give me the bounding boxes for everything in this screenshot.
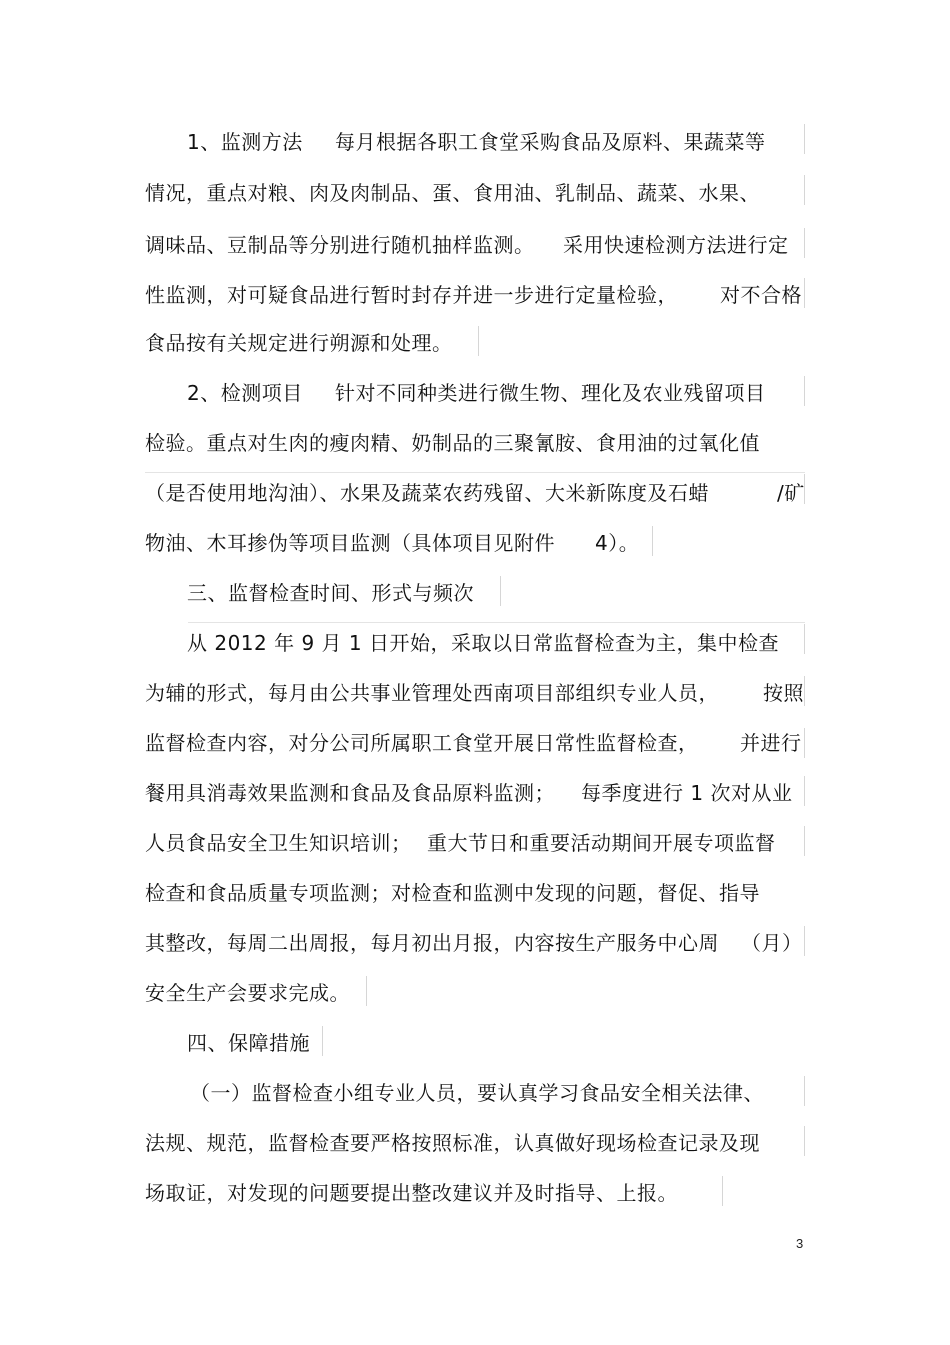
text-segment: 4）。 [595,531,640,555]
cell-divider [478,326,479,356]
text-segment: 每季度进行 1 次对从业 [581,781,793,805]
page-number: 3 [796,1236,804,1251]
text-segment: 采用快速检测方法进行定 [563,233,789,257]
section-heading: 1、监测方法 [187,130,303,154]
text-segment: 场取证，对发现的问题要提出整改建议并及时指导、上报。 [145,1181,678,1205]
text-segment: 情况，重点对粮、肉及肉制品、蛋、食用油、乳制品、蔬菜、水果、 [145,181,760,205]
cell-divider [804,826,805,856]
text-segment: 调味品、豆制品等分别进行随机抽样监测。 [145,233,535,257]
cell-divider [804,1076,805,1106]
text-segment: 性监测，对可疑食品进行暂时封存并进一步进行定量检验， [145,283,678,307]
cell-divider [804,376,805,406]
cell-divider [322,1026,323,1056]
text-segment: 法规、规范，监督检查要严格按照标准，认真做好现场检查记录及现 [145,1131,760,1155]
cell-divider [804,728,805,758]
text-segment: 重大节日和重要活动期间开展专项监督 [427,831,776,855]
text-segment: 每月根据各职工食堂采购食品及原料、果蔬菜等 [335,130,766,154]
cell-divider [804,926,805,956]
text-segment: 其整改，每周二出周报，每月初出月报，内容按生产服务中心周 [145,931,719,955]
text-segment: /矿 [777,481,805,505]
cell-divider [804,175,805,205]
text-segment: （月） [741,931,803,955]
cell-divider [652,526,653,556]
cell-divider [804,776,805,806]
text-segment: 餐用具消毒效果监测和食品及食品原料监测； [145,781,555,805]
cell-divider [804,624,805,654]
section-heading: 三、监督检查时间、形式与频次 [187,581,474,605]
cell-divider [804,228,805,258]
cell-rule [188,622,805,623]
text-segment: 检验。重点对生肉的瘦肉精、奶制品的三聚氰胺、食用油的过氧化值 [145,431,760,455]
text-segment: 并进行 [740,731,802,755]
cell-divider [804,676,805,706]
cell-divider [804,278,805,308]
cell-rule [145,472,805,473]
text-segment: 安全生产会要求完成。 [145,981,350,1005]
text-segment: （一）监督检查小组专业人员，要认真学习食品安全相关法律、 [190,1081,764,1105]
text-segment: （是否使用地沟油）、水果及蔬菜农药残留、大米新陈度及石蜡 [145,481,709,505]
text-segment: 食品按有关规定进行朔源和处理。 [145,331,453,355]
text-segment: 检查和食品质量专项监测；对检查和监测中发现的问题，督促、指导 [145,881,760,905]
cell-divider [804,124,805,154]
section-heading: 四、保障措施 [187,1031,310,1055]
text-segment: 物油、木耳掺伪等项目监测（具体项目见附件 [145,531,555,555]
text-segment: 针对不同种类进行微生物、理化及农业残留项目 [335,381,766,405]
cell-divider [722,1176,723,1206]
cell-divider [366,976,367,1006]
cell-divider [500,576,501,606]
text-segment: 对不合格 [720,283,802,307]
cell-divider [804,1126,805,1156]
text-segment: 人员食品安全卫生知识培训； [145,831,412,855]
text-segment: 从 2012 年 9 月 1 日开始，采取以日常监督检查为主，集中检查 [187,631,779,655]
section-heading: 2、检测项目 [187,381,303,405]
text-segment: 为辅的形式，每月由公共事业管理处西南项目部组织专业人员， [145,681,719,705]
text-segment: 按照 [763,681,804,705]
text-segment: 监督检查内容，对分公司所属职工食堂开展日常性监督检查， [145,731,699,755]
